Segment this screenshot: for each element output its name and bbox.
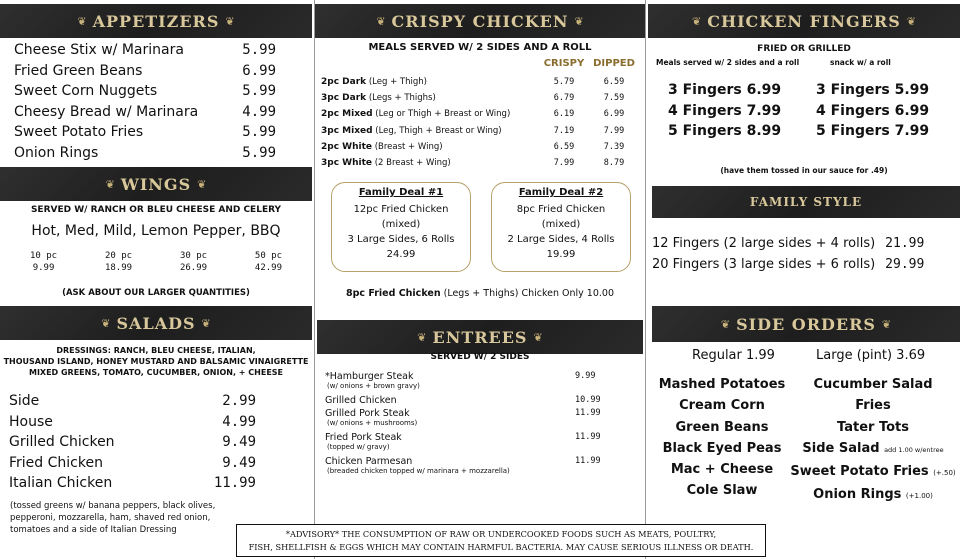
snack-label: snack w/ a roll <box>830 58 891 67</box>
wing-size: 10 pc 9.99 <box>30 251 58 273</box>
meal-label: Meals served w/ 2 sides and a roll <box>656 58 800 67</box>
ornament-icon: ❦ <box>201 316 211 330</box>
entrees-subtitle: SERVED W/ 2 SIDES <box>430 352 530 362</box>
table-row: 2pc Dark (Leg + Thigh) 5.79 6.59 <box>321 77 625 88</box>
ornament-icon: ❦ <box>376 14 386 28</box>
list-item: Cheesy Bread w/ Marinara 4.99 <box>14 103 276 120</box>
table-row: 2pc Mixed (Leg or Thigh + Breast or Wing) 6.19 6.99 <box>321 109 625 120</box>
column-right <box>648 0 960 559</box>
chicken-only-line: 8pc Fried Chicken (Legs + Thighs) Chicken Only 10.00 <box>345 288 615 299</box>
list-item: Sweet Potato Fries 5.99 <box>14 124 276 141</box>
table-row: 3pc White (2 Breast + Wing) 7.99 8.79 <box>321 158 625 169</box>
ornament-icon: ❦ <box>720 317 731 331</box>
list-item: Grilled Chicken 9.49 <box>9 434 256 451</box>
appetizers-banner <box>0 4 312 38</box>
wing-size: 30 pc 26.99 <box>179 251 208 273</box>
ornament-icon: ❦ <box>417 330 427 344</box>
column-middle <box>314 0 646 559</box>
ornament-icon: ❦ <box>906 14 916 28</box>
table-row: 2pc White (Breast + Wing) 6.59 7.39 <box>321 141 625 152</box>
ornament-icon: ❦ <box>692 14 702 28</box>
wings-note: (ASK ABOUT OUR LARGER QUANTITIES) <box>62 288 250 298</box>
wing-size: 20 pc 18.99 <box>104 251 133 273</box>
appetizers-list <box>14 40 292 163</box>
crispy-banner <box>315 4 645 38</box>
table-row: 3pc Dark (Legs + Thighs) 6.79 7.59 <box>321 93 625 104</box>
list-item: Grilled Chicken 10.99 <box>325 395 601 406</box>
crispy-title: CRISPY CHICKEN <box>391 11 569 31</box>
sides-left: Mashed Potatoes Cream Corn Green Beans Black Eyed Peas Mac + Cheese Cole Slaw <box>658 377 786 499</box>
col-dipped: DIPPED <box>593 58 635 69</box>
list-item: Sweet Corn Nuggets 5.99 <box>14 83 276 100</box>
fingers-title: CHICKEN FINGERS <box>707 11 901 31</box>
list-item: Fried Green Beans 6.99 <box>14 62 276 79</box>
family-list <box>652 233 940 275</box>
wings-served: SERVED W/ RANCH OR BLEU CHEESE AND CELERY <box>30 205 282 215</box>
advisory-box: *ADVISORY* THE CONSUMPTION OF RAW OR UNDERCOOKED FOODS SUCH AS MEATS, POULTRY, FISH, SHELLFISH & EGGS WHICH MAY CONTAIN HARMFUL BACTERIA. MAY CAUSE SERIOUS ILLNESS OR DEATH. <box>236 524 766 557</box>
list-item: Side 2.99 <box>9 393 256 410</box>
entrees-banner <box>317 320 643 354</box>
snack-fingers: 3 Fingers 5.99 4 Fingers 6.99 5 Fingers 7.99 <box>816 82 930 139</box>
ornament-icon: ❦ <box>533 330 543 344</box>
salads-title: SALADS <box>116 313 196 333</box>
family-deal-2: Family Deal #2 8pc Fried Chicken (mixed) 2 Large Sides, 4 Rolls 19.99 <box>491 182 631 272</box>
crispy-table <box>321 74 639 171</box>
family-deal-1: Family Deal #1 12pc Fried Chicken (mixed) 3 Large Sides, 6 Rolls 24.99 <box>331 182 471 272</box>
list-item: Chicken Parmesan 11.99 <box>325 456 601 467</box>
entrees-title: ENTREES <box>432 327 528 347</box>
sides-title: SIDE ORDERS <box>736 314 876 334</box>
list-item: Cheese Stix w/ Marinara 5.99 <box>14 42 276 59</box>
column-left <box>0 0 312 559</box>
ornament-icon: ❦ <box>881 317 892 331</box>
list-item: 12 Fingers (2 large sides + 4 rolls) 21.99 <box>652 236 925 251</box>
crispy-subtitle: MEALS SERVED W/ 2 SIDES AND A ROLL <box>368 42 592 53</box>
list-item: Onion Rings 5.99 <box>14 144 276 161</box>
ornament-icon: ❦ <box>225 14 235 28</box>
list-item: Fried Chicken 9.49 <box>9 454 256 471</box>
ornament-icon: ❦ <box>101 316 111 330</box>
salads-banner <box>0 306 312 340</box>
wings-title: WINGS <box>120 174 192 194</box>
appetizers-title: APPETIZERS <box>92 11 220 31</box>
family-banner <box>652 186 960 218</box>
list-item: 20 Fingers (3 large sides + 6 rolls) 29.99 <box>652 257 925 272</box>
ornament-icon: ❦ <box>77 14 87 28</box>
entrees-list: *Hamburger Steak 9.99 (w/ onions + brown gravy) Grilled Chicken 10.99 Grilled Pork Steak 11.99 (w/ onions + mushrooms) Fried Pork Steak 11.99 (topped w/ gravy) Chicken Parmesan 11.99 (breaded chicken topped w/ marinara + mozzarella) <box>325 371 635 480</box>
ornament-icon: ❦ <box>574 14 584 28</box>
list-item: *Hamburger Steak 9.99 <box>325 371 596 382</box>
wings-banner <box>0 167 312 201</box>
fingers-subtitle: FRIED OR GRILLED <box>757 44 851 54</box>
col-crispy: CRISPY <box>543 58 585 69</box>
toss-note: (have them tossed in our sauce for .49) <box>720 166 888 175</box>
ornament-icon: ❦ <box>105 177 115 191</box>
wing-size: 50 pc 42.99 <box>254 251 282 273</box>
list-item: Grilled Pork Steak 11.99 <box>325 408 601 419</box>
salad-note: (tossed greens w/ banana peppers, black olives, pepperoni, mozzarella, ham, shaved red onion, tomatoes and a side of Italian Dressing <box>10 501 216 535</box>
wing-flavors: Hot, Med, Mild, Lemon Pepper, BBQ <box>31 223 281 239</box>
table-row: 3pc Mixed (Leg, Thigh + Breast or Wing) 7.19 7.99 <box>321 125 625 136</box>
sides-right: Cucumber Salad Fries Tater Tots Side Salad add 1.00 w/entree Sweet Potato Fries (+.50) Onion Rings (+1.00) <box>790 377 956 503</box>
family-title: FAMILY STYLE <box>749 195 863 209</box>
salad-dressings: DRESSINGS: RANCH, BLEU CHEESE, ITALIAN, THOUSAND ISLAND, HONEY MUSTARD AND BALSAMIC VINAIGRETTE MIXED GREENS, TOMATO, CUCUMBER, ONION, + CHEESE <box>3 346 309 377</box>
salads-list <box>9 391 272 494</box>
crispy-header <box>539 58 639 69</box>
fingers-banner <box>648 4 960 38</box>
wing-sizes <box>30 250 282 274</box>
list-item: Fried Pork Steak 11.99 <box>325 432 601 443</box>
large-price: Large (pint) 3.69 <box>816 348 926 363</box>
regular-price: Regular 1.99 <box>692 348 775 363</box>
sides-banner <box>652 306 960 342</box>
list-item: House 4.99 <box>9 413 256 430</box>
ornament-icon: ❦ <box>197 177 207 191</box>
list-item: Italian Chicken 11.99 <box>9 475 256 492</box>
meal-fingers: 3 Fingers 6.99 4 Fingers 7.99 5 Fingers 8.99 <box>668 82 782 139</box>
